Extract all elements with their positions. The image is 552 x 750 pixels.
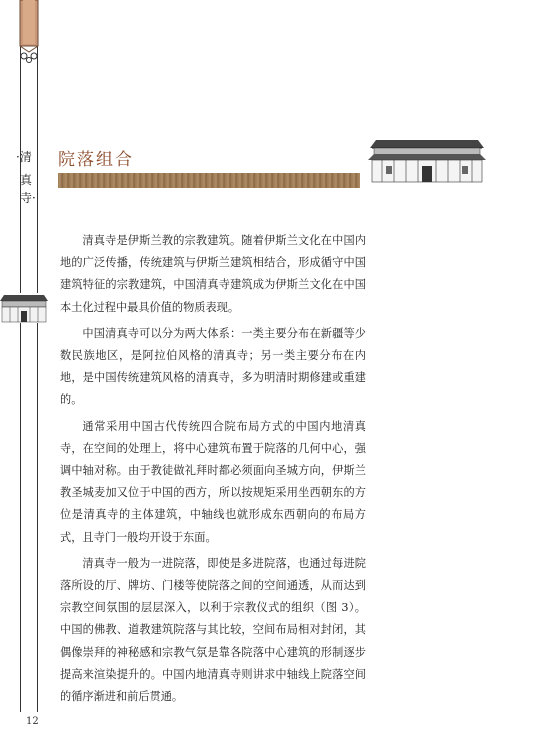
section-title: 院落组合 [58, 150, 134, 170]
paragraph-1: 清真寺是伊斯兰教的宗教建筑。随着伊斯兰文化在中国内地的广泛传播，传统建筑与伊斯兰建筑相结合，形成循守中国建筑特征的宗教建筑，中国清真寺建筑成为伊斯兰文化在中国本土化过程中最具价值的物质表现。 [60, 234, 366, 314]
bookmark-ornament-icon [17, 0, 41, 70]
side-label-3: 寺· [20, 191, 36, 205]
paragraph-4: 清真寺一般为一进院落，即使是多进院落，也通过每进院落所设的厅、牌坊、门楼等使院落之间的空间通透，从而达到宗教空间氛围的层层深入，以利于宗教仪式的组织（图 3）。中国的佛教、道教建筑院落与其比较，空间布局相对封闭，其偶像崇拜的神秘感和宗教气氛是靠各院落中心建筑的形制逐步提高来渲染提升的。中国内地清真寺则讲求中轴线上院落空间的循序渐进和前后贯通。 [60, 556, 366, 704]
paragraph-3: 通常采用中国古代传统四合院布局方式的中国内地清真寺，在空间的处理上，将中心建筑布置于院落的几何中心，强调中轴对称。由于教徒做礼拜时都必须面向圣城方向，伊斯兰教圣城麦加又位于中国的西方，所以按规矩采用坐西朝东的方位是清真寺的主体建筑，中轴线也就形成东西朝向的布局方式，且寺门一般均开设于东面。 [60, 419, 366, 544]
side-label-1: ·清 [16, 150, 32, 164]
page-number: 12 [26, 716, 39, 727]
mosque-building-illustration-icon [368, 138, 486, 184]
left-rule-inner [37, 0, 38, 712]
left-rule-outer [20, 0, 21, 712]
side-label-2: 真 [20, 173, 33, 187]
body-text [60, 230, 366, 712]
small-building-illustration-icon [0, 293, 48, 323]
decorative-band [58, 173, 360, 188]
paragraph-2: 中国清真寺可以分为两大体系：一类主要分布在新疆等少数民族地区，是阿拉伯风格的清真寺；另一类主要分布在内地，是中国传统建筑风格的清真寺，多为明清时期修建或重建的。 [60, 326, 366, 407]
